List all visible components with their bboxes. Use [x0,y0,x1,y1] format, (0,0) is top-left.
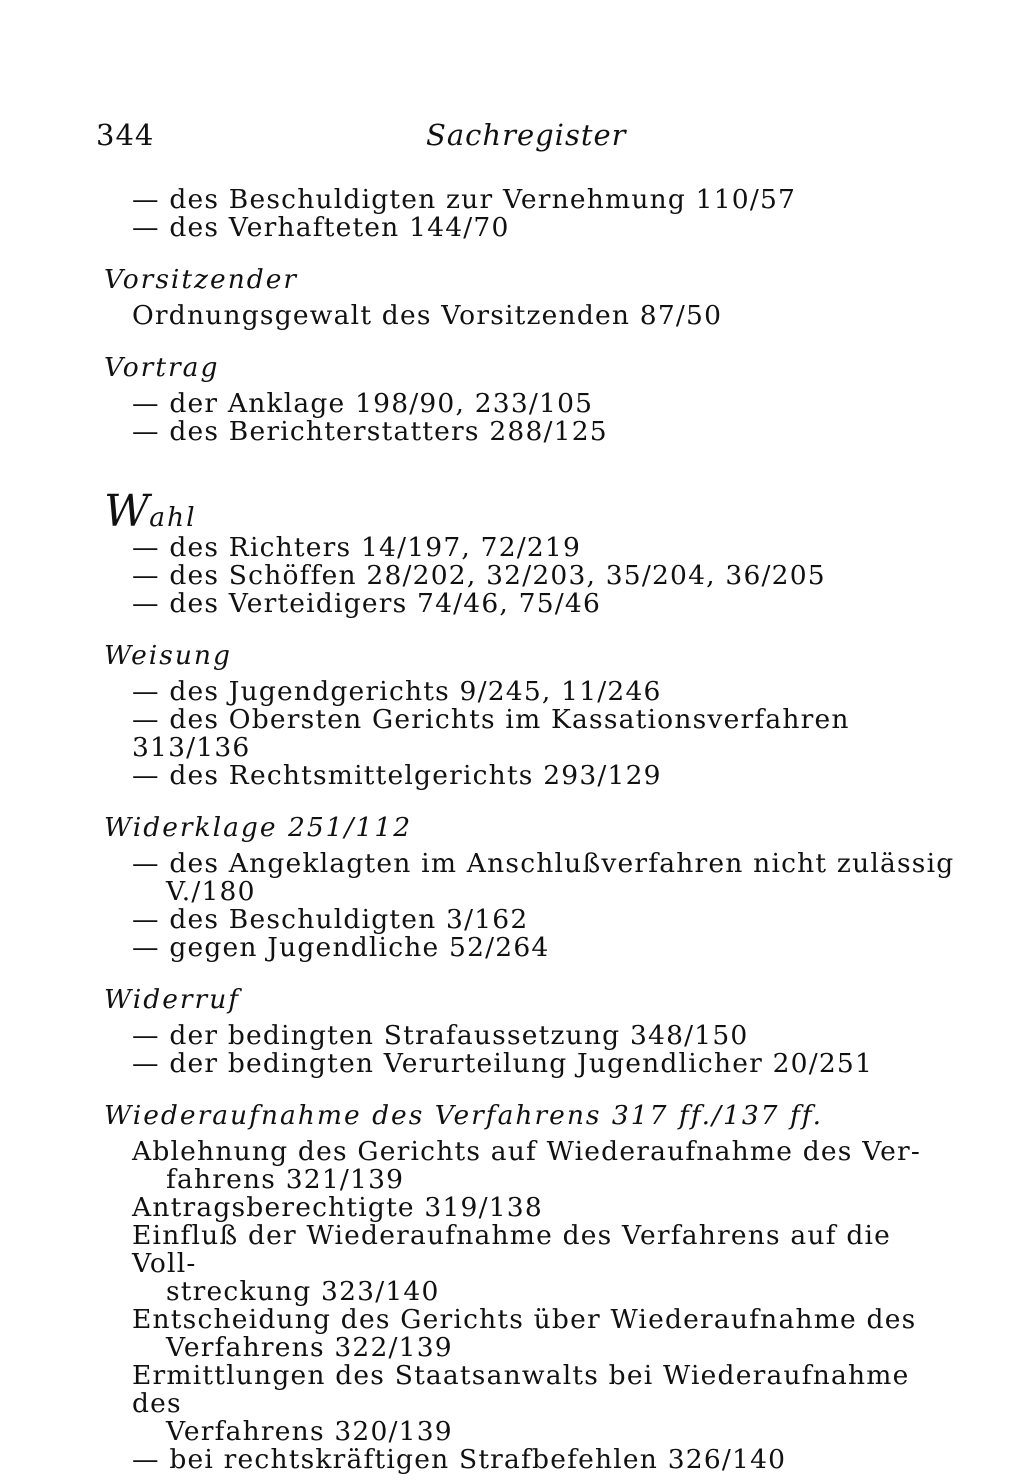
index-subentry: — der Anklage 198/90, 233/105 [132,388,594,419]
index-subentry: — des Schöffen 28/202, 32/203, 35/204, 36/205 [132,560,826,591]
index-heading: Weisung [104,640,232,671]
index-heading: Widerklage 251/112 [104,812,413,843]
page-header [96,118,966,168]
index-heading: Widerruf [104,984,241,1015]
index-content [96,186,961,1474]
index-subentry: — der bedingten Strafaussetzung 348/150 [132,1020,749,1051]
index-subentry: — des Rechtsmittelgerichts 293/129 [132,760,662,791]
index-subentry: — des Verteidigers 74/46, 75/46 [132,588,602,619]
index-subentry: — der bedingten Verurteilung Jugendlicher 20/251 [132,1048,874,1079]
index-heading-letter-section [104,486,961,537]
index-subentry-continuation: V./180 [166,876,256,907]
index-subentry: — des Jugendgerichts 9/245, 11/246 [132,676,662,707]
index-subentry: Antragsberechtigte 319/138 [132,1192,543,1223]
section-initial-letter: W [104,486,150,537]
running-head: Sachregister [426,118,627,152]
index-subentry: Einfluß der Wiederaufnahme des Verfahrens auf die Voll- [132,1220,892,1279]
index-subentry-continuation: streckung 323/140 [166,1276,440,1307]
index-subentry: — des Richters 14/197, 72/219 [132,532,582,563]
index-heading: Vorsitzender [104,264,299,295]
index-subentry: — des Verhafteten 144/70 [132,212,510,243]
index-subentry: Ordnungsgewalt des Vorsitzenden 87/50 [132,300,723,331]
index-subentry: — des Angeklagten im Anschlußverfahren nicht zulässig [132,848,955,879]
index-heading: Vortrag [104,352,220,383]
index-subentry: — gegen Jugendliche 52/264 [132,932,550,963]
index-subentry: Ablehnung des Gerichts auf Wiederaufnahme des Ver- [132,1136,922,1167]
index-subentry-continuation: Verfahrens 320/139 [166,1416,453,1447]
index-subentry: — bei rechtskräftigen Strafbefehlen 326/140 [132,1444,787,1475]
section-heading-rest: ahl [149,502,197,533]
index-subentry: — des Beschuldigten zur Vernehmung 110/57 [132,184,797,215]
index-subentry: — des Beschuldigten 3/162 [132,904,529,935]
index-subentry: Ermittlungen des Staatsanwalts bei Wiederaufnahme des [132,1360,910,1419]
index-subentry-continuation: Verfahrens 322/139 [166,1332,453,1363]
page-number: 344 [96,118,155,152]
index-subentry-continuation: fahrens 321/139 [166,1164,405,1195]
index-subentry: — des Obersten Gerichts im Kassationsverfahren 313/136 [132,704,850,763]
index-subentry: Entscheidung des Gerichts über Wiederaufnahme des [132,1304,917,1335]
index-subentry: — des Berichterstatters 288/125 [132,416,608,447]
index-heading: Wiederaufnahme des Verfahrens 317 ff./137 ff. [104,1100,824,1131]
